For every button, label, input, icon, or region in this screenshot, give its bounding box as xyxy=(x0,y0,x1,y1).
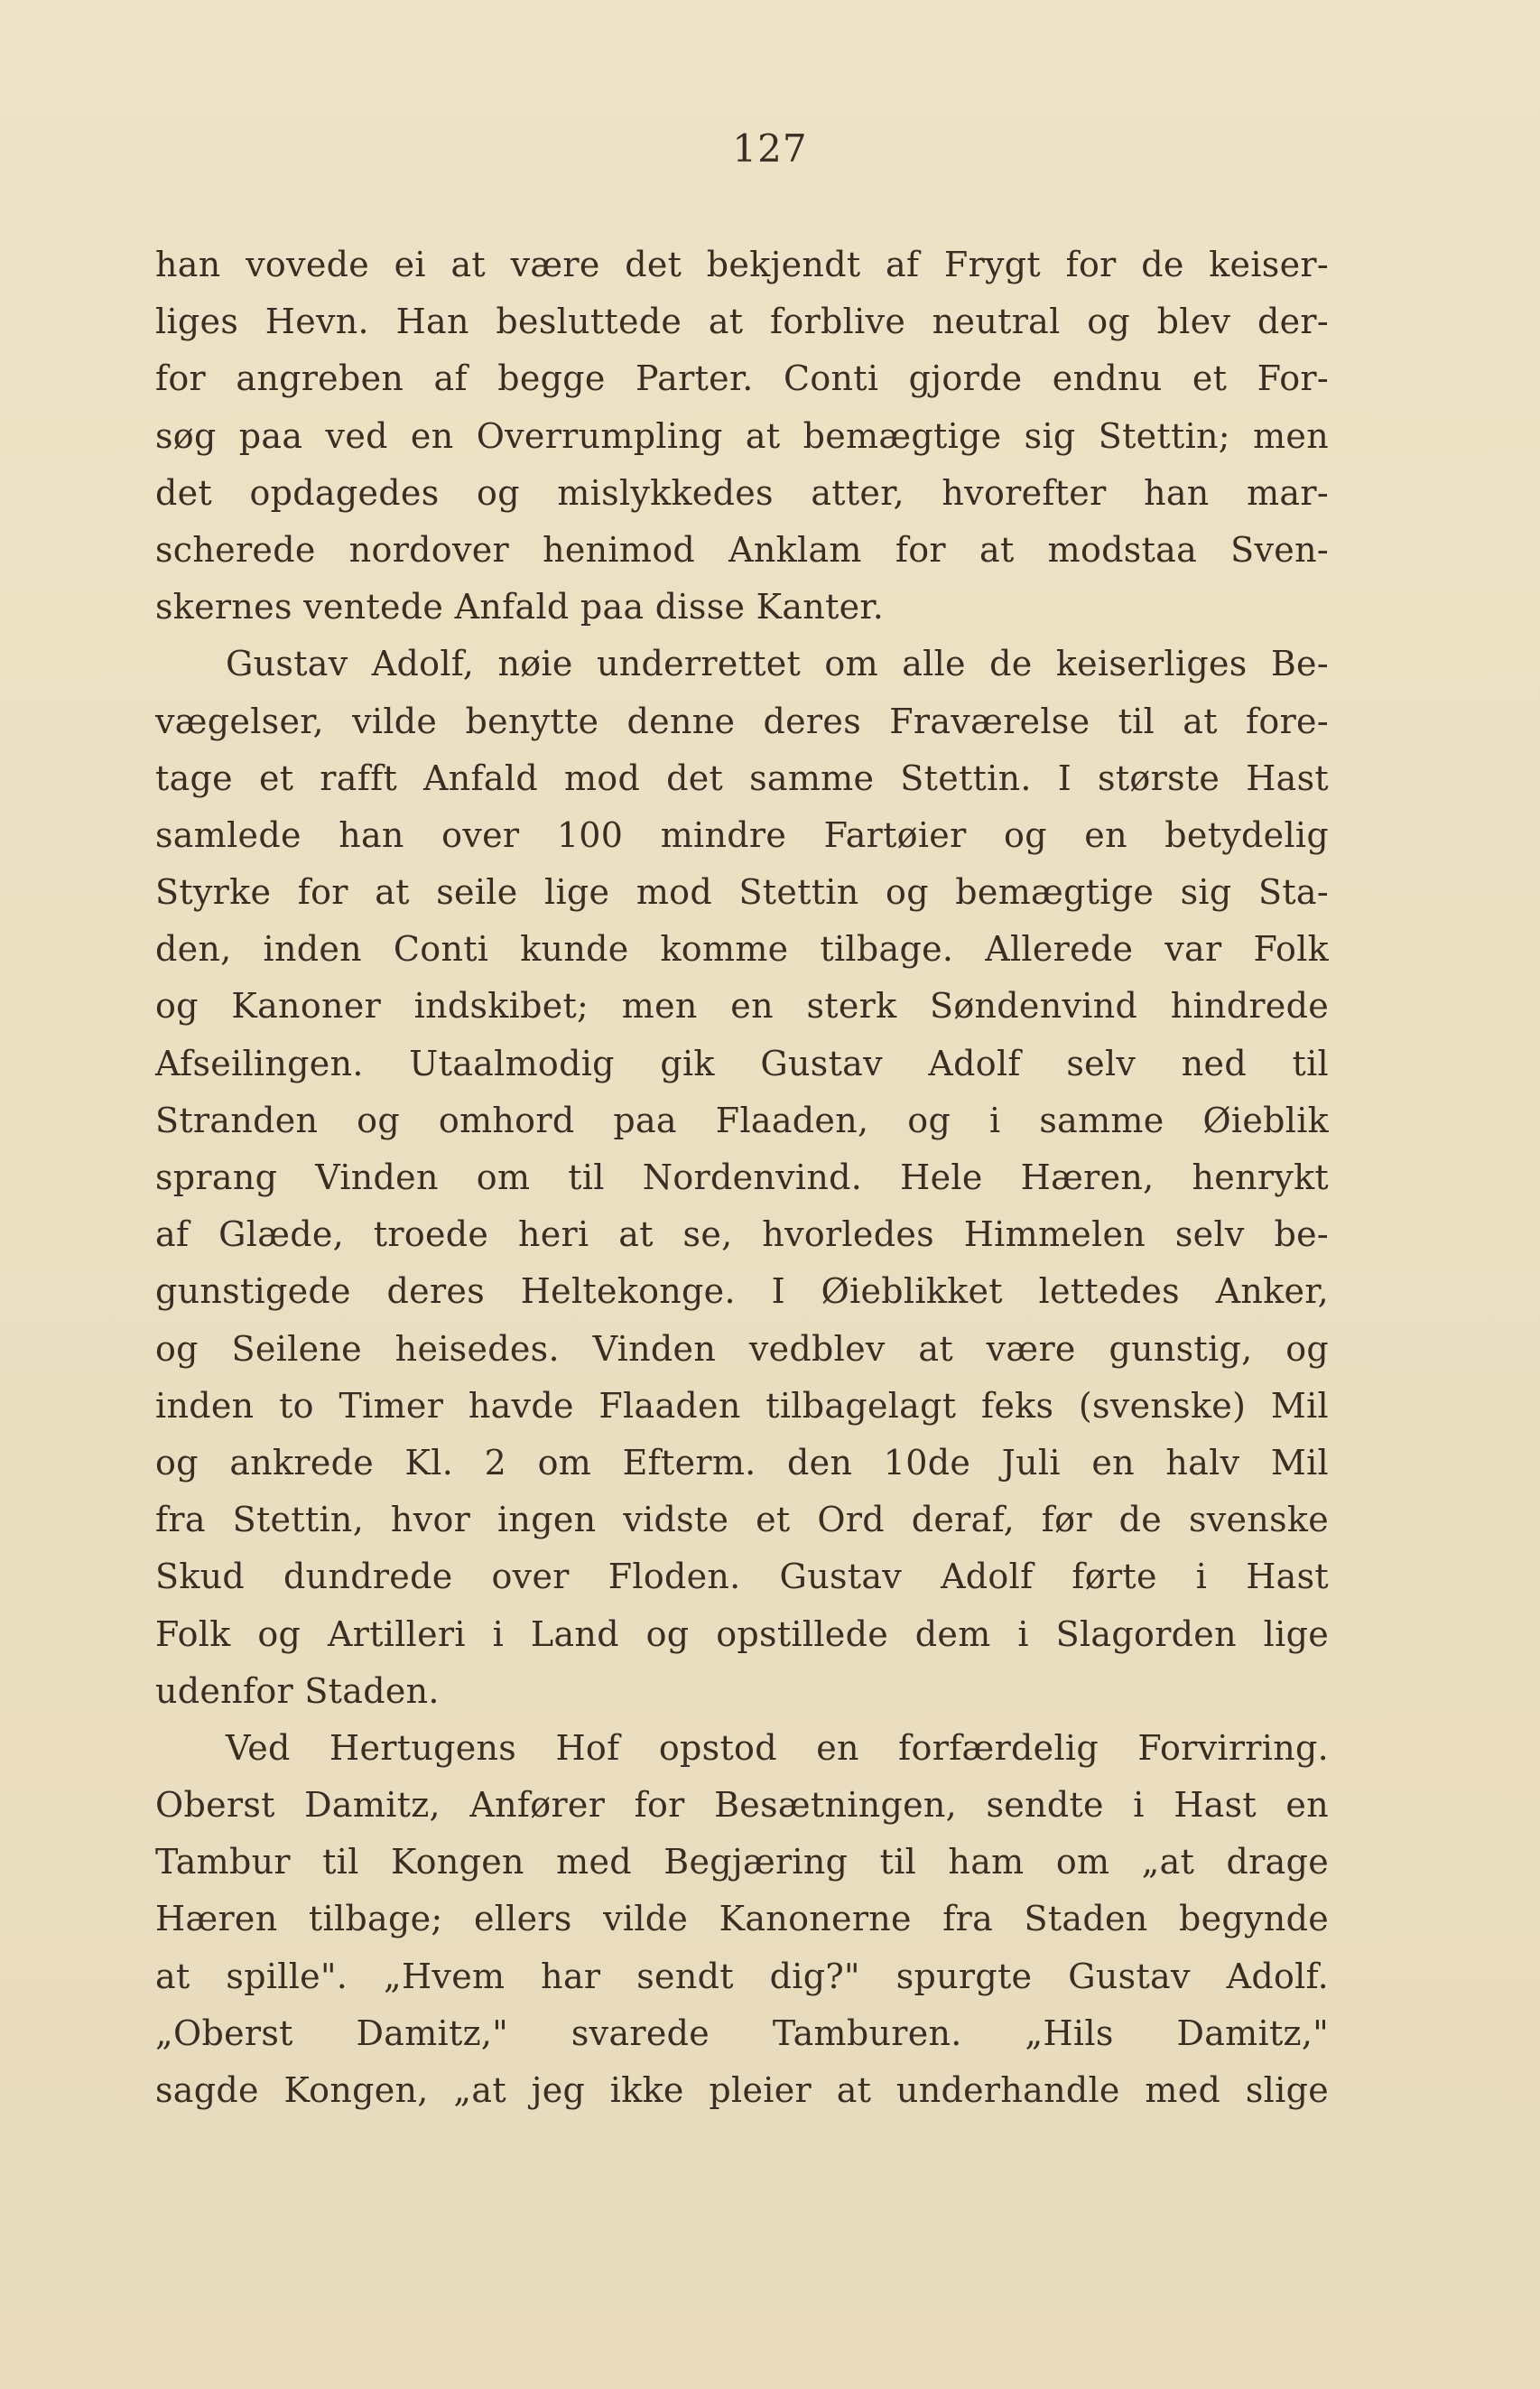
body-text xyxy=(155,237,1329,2119)
text-line: liges Hevn. Han besluttede at forblive neutral og blev der- xyxy=(155,302,1329,342)
text-line: den, inden Conti kunde komme tilbage. Allerede var Folk xyxy=(155,929,1329,970)
text-line: Tambur til Kongen med Begjæring til ham om „at drage xyxy=(155,1842,1329,1882)
text-line: tage et rafft Anfald mod det samme Stettin. I største Hast xyxy=(155,758,1329,798)
text-line: udenfor Staden. xyxy=(155,1670,440,1711)
text-line: at spille". „Hvem har sendt dig?" spurgte Gustav Adolf. xyxy=(155,1956,1329,1996)
text-line: sagde Kongen, „at jeg ikke pleier at underhandle med slige xyxy=(155,2070,1329,2110)
text-line: gunstigede deres Heltekonge. I Øieblikket lettedes Anker, xyxy=(155,1271,1329,1312)
text-line: og Kanoner indskibet; men en sterk Søndenvind hindrede xyxy=(155,986,1329,1027)
text-line: Hæren tilbage; ellers vilde Kanonerne fra Staden begynde xyxy=(155,1899,1329,1939)
text-line: han vovede ei at være det bekjendt af Frygt for de keiser- xyxy=(155,245,1329,284)
text-line: Styrke for at seile lige mod Stettin og bemægtige sig Sta- xyxy=(155,872,1329,913)
text-line: det opdagedes og mislykkedes atter, hvorefter han mar- xyxy=(155,472,1329,513)
text-line: og ankrede Kl. 2 om Efterm. den 10de Juli en halv Mil xyxy=(155,1442,1329,1483)
page-number: 127 xyxy=(732,126,808,171)
text-line: af Glæde, troede heri at se, hvorledes Himmelen selv be- xyxy=(155,1214,1329,1255)
text-line: og Seilene heisedes. Vinden vedblev at være gunstig, og xyxy=(155,1328,1329,1369)
text-line: Afseilingen. Utaalmodig gik Gustav Adolf selv ned til xyxy=(155,1043,1329,1083)
text-line: Ved Hertugens Hof opstod en forfærdelig Forvirring. xyxy=(226,1727,1329,1768)
text-line: Skud dundrede over Floden. Gustav Adolf førte i Hast xyxy=(155,1557,1329,1597)
text-line: søg paa ved en Overrumpling at bemægtige sig Stettin; men xyxy=(155,415,1329,456)
text-line: for angreben af begge Parter. Conti gjorde endnu et For- xyxy=(155,358,1329,399)
text-line: skernes ventede Anfald paa disse Kanter. xyxy=(155,587,885,627)
text-line: fra Stettin, hvor ingen vidste et Ord deraf, før de svenske xyxy=(155,1500,1329,1540)
text-line: inden to Timer havde Flaaden tilbagelagt feks (svenske) Mil xyxy=(155,1385,1329,1426)
text-line: sprang Vinden om til Nordenvind. Hele Hæren, henrykt xyxy=(155,1157,1329,1197)
text-line: Stranden og omhord paa Flaaden, og i samme Øieblik xyxy=(155,1100,1329,1140)
text-line: scherede nordover henimod Anklam for at modstaa Sven- xyxy=(155,529,1329,570)
text-line: „Oberst Damitz," svarede Tamburen. „Hils Damitz," xyxy=(155,2013,1329,2053)
text-line: Folk og Artilleri i Land og opstillede dem i Slagorden lige xyxy=(155,1613,1329,1654)
text-line: Oberst Damitz, Anfører for Besætningen, sendte i Hast en xyxy=(155,1785,1329,1826)
text-line: Gustav Adolf, nøie underrettet om alle de keiserliges Be- xyxy=(226,644,1329,684)
text-line: samlede han over 100 mindre Fartøier og en betydelig xyxy=(155,814,1329,855)
text-line: vægelser, vilde benytte denne deres Fraværelse til at fore- xyxy=(155,701,1329,741)
